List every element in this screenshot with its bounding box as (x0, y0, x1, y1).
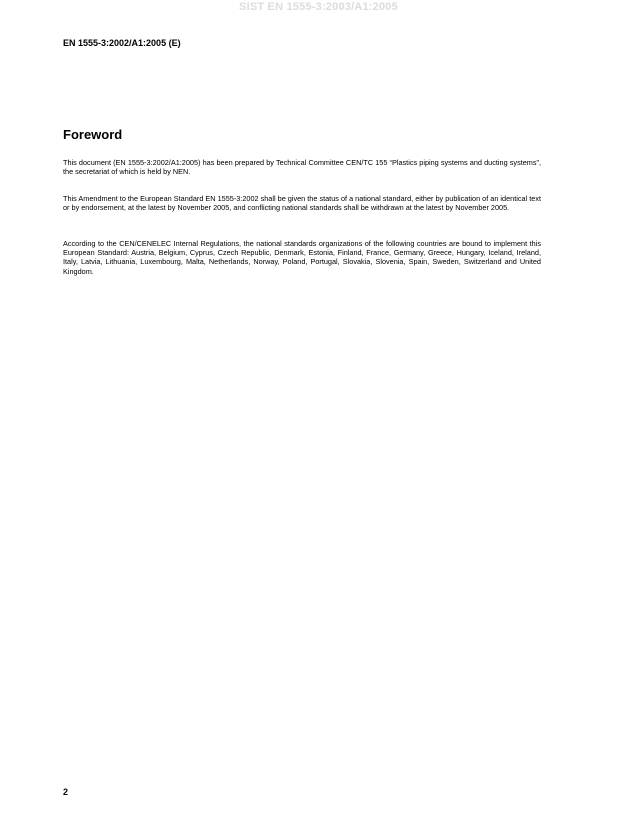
page-number: 2 (63, 787, 69, 797)
foreword-paragraph: This document (EN 1555-3:2002/A1:2005) has been prepared by Technical Committee CEN/TC 155 “Plastics piping systems and ducting systems”, the secretariat of which is held by NEN. (63, 158, 541, 177)
watermark: SIST EN 1555-3:2003/A1:2005 (239, 1, 398, 13)
foreword-paragraph: According to the CEN/CENELEC Internal Regulations, the national standards organizations of the following countries are bound to implement this European Standard: Austria, Belgium, Cyprus, Czech Republic, Denmark, Estonia, Finland, France, Germany, Greece, Hungary, Iceland, Ireland, Italy, Latvia, Lithuania, Luxembourg, Malta, Netherlands, Norway, Poland, Portugal, Slovakia, Slovenia, Spain, Sweden, Switzerland and United Kingdom. (63, 239, 541, 276)
foreword-paragraph: This Amendment to the European Standard EN 1555-3:2002 shall be given the status of a national standard, either by publication of an identical text or by endorsement, at the latest by November 2005, and conflicting national standards shall be withdrawn at the latest by November 2005. (63, 194, 541, 213)
document-reference: EN 1555-3:2002/A1:2005 (E) (63, 38, 181, 48)
section-title: Foreword (63, 127, 123, 142)
